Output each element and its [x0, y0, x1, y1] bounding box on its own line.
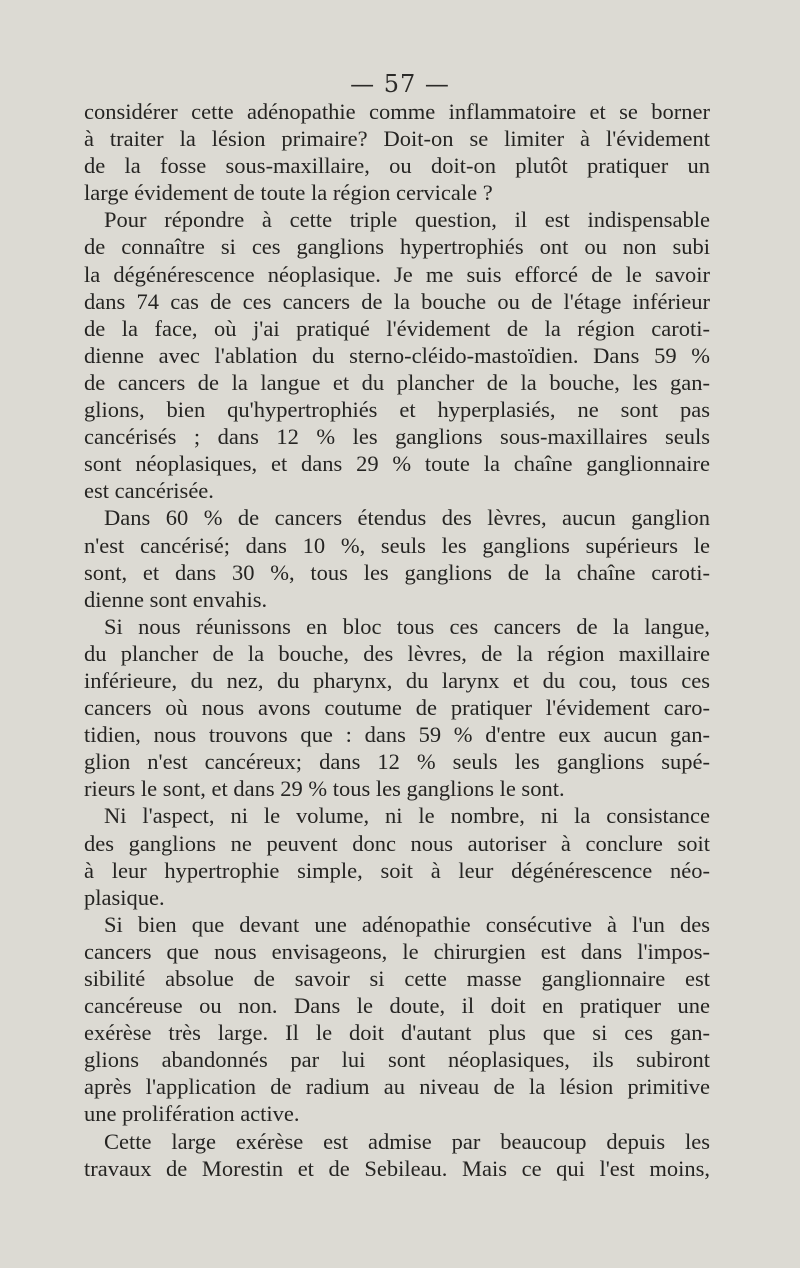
- text-line: de connaître si ces ganglions hypertrophiés ont ou non subi: [84, 234, 710, 260]
- paragraph: [84, 504, 710, 612]
- text-line: Pour répondre à cette triple question, il est indispensable: [104, 207, 710, 233]
- text-line: exérèse très large. Il le doit d'autant plus que si ces gan-: [84, 1020, 710, 1046]
- text-line: Si bien que devant une adénopathie consécutive à l'un des: [104, 911, 710, 937]
- text-line: glions abandonnés par lui sont néoplasiques, ils subiront: [84, 1047, 710, 1073]
- text-line: une prolifération active.: [84, 1101, 300, 1127]
- paragraph: [84, 1128, 710, 1182]
- body-text: [84, 98, 710, 1182]
- text-line: à traiter la lésion primaire? Doit-on se limiter à l'évidement: [84, 126, 710, 152]
- text-line: sont néoplasiques, et dans 29 % toute la chaîne ganglionnaire: [84, 451, 710, 477]
- text-line: glions, bien qu'hypertrophiés et hyperplasiés, ne sont pas: [84, 397, 710, 423]
- text-line: n'est cancérisé; dans 10 %, seuls les ganglions supérieurs le: [84, 532, 710, 558]
- text-line: considérer cette adénopathie comme inflammatoire et se borner: [84, 99, 710, 124]
- text-line: à leur hypertrophie simple, soit à leur dégénérescence néo-: [84, 857, 710, 883]
- text-line: est cancérisée.: [84, 478, 214, 504]
- text-line: cancers où nous avons coutume de pratiquer l'évidement caro-: [84, 695, 710, 721]
- text-line: cancéreuse ou non. Dans le doute, il doit en pratiquer une: [84, 993, 710, 1019]
- text-line: de cancers de la langue et du plancher de la bouche, les gan-: [84, 369, 710, 395]
- text-line: large évidement de toute la région cervicale ?: [84, 180, 493, 206]
- text-line: cancers que nous envisageons, le chirurgien est dans l'impos-: [84, 938, 710, 964]
- text-line: Ni l'aspect, ni le volume, ni le nombre, ni la consistance: [104, 803, 710, 829]
- text-line: travaux de Morestin et de Sebileau. Mais ce qui l'est moins,: [84, 1155, 710, 1181]
- text-line: de la fosse sous-maxillaire, ou doit-on plutôt pratiquer un: [84, 153, 710, 179]
- paragraph: [84, 613, 710, 803]
- text-line: dienne sont envahis.: [84, 586, 268, 612]
- paragraph: [84, 911, 710, 1128]
- text-line: plasique.: [84, 884, 165, 910]
- paragraph: [84, 802, 710, 910]
- text-line: sibilité absolue de savoir si cette masse ganglionnaire est: [84, 966, 710, 991]
- text-line: de la face, où j'ai pratiqué l'évidement de la région caroti-: [84, 315, 710, 341]
- text-line: glion n'est cancéreux; dans 12 % seuls les ganglions supé-: [84, 749, 710, 775]
- paragraph: [84, 98, 710, 206]
- text-line: la dégénérescence néoplasique. Je me suis efforcé de le savoir: [84, 261, 710, 287]
- page-number: — 57 —: [350, 70, 450, 98]
- text-line: Cette large exérèse est admise par beaucoup depuis les: [104, 1128, 710, 1154]
- text-line: après l'application de radium au niveau de la lésion primitive: [84, 1074, 710, 1100]
- text-line: des ganglions ne peuvent donc nous autoriser à conclure soit: [84, 830, 710, 856]
- text-line: Si nous réunissons en bloc tous ces cancers de la langue,: [104, 613, 710, 639]
- text-line: tidien, nous trouvons que : dans 59 % d'entre eux aucun gan-: [84, 722, 710, 748]
- text-line: dienne avec l'ablation du sterno-cléido-mastoïdien. Dans 59 %: [84, 342, 710, 368]
- text-line: du plancher de la bouche, des lèvres, de la région maxillaire: [84, 640, 710, 666]
- text-line: Dans 60 % de cancers étendus des lèvres, aucun ganglion: [104, 505, 710, 531]
- paragraph: [84, 206, 710, 504]
- text-line: sont, et dans 30 %, tous les ganglions de la chaîne caroti-: [84, 559, 710, 585]
- text-line: inférieure, du nez, du pharynx, du larynx et du cou, tous ces: [84, 667, 710, 693]
- text-line: dans 74 cas de ces cancers de la bouche ou de l'étage inférieur: [84, 288, 710, 314]
- text-line: rieurs le sont, et dans 29 % tous les ganglions le sont.: [84, 776, 565, 802]
- text-line: cancérisés ; dans 12 % les ganglions sous-maxillaires seuls: [84, 424, 710, 450]
